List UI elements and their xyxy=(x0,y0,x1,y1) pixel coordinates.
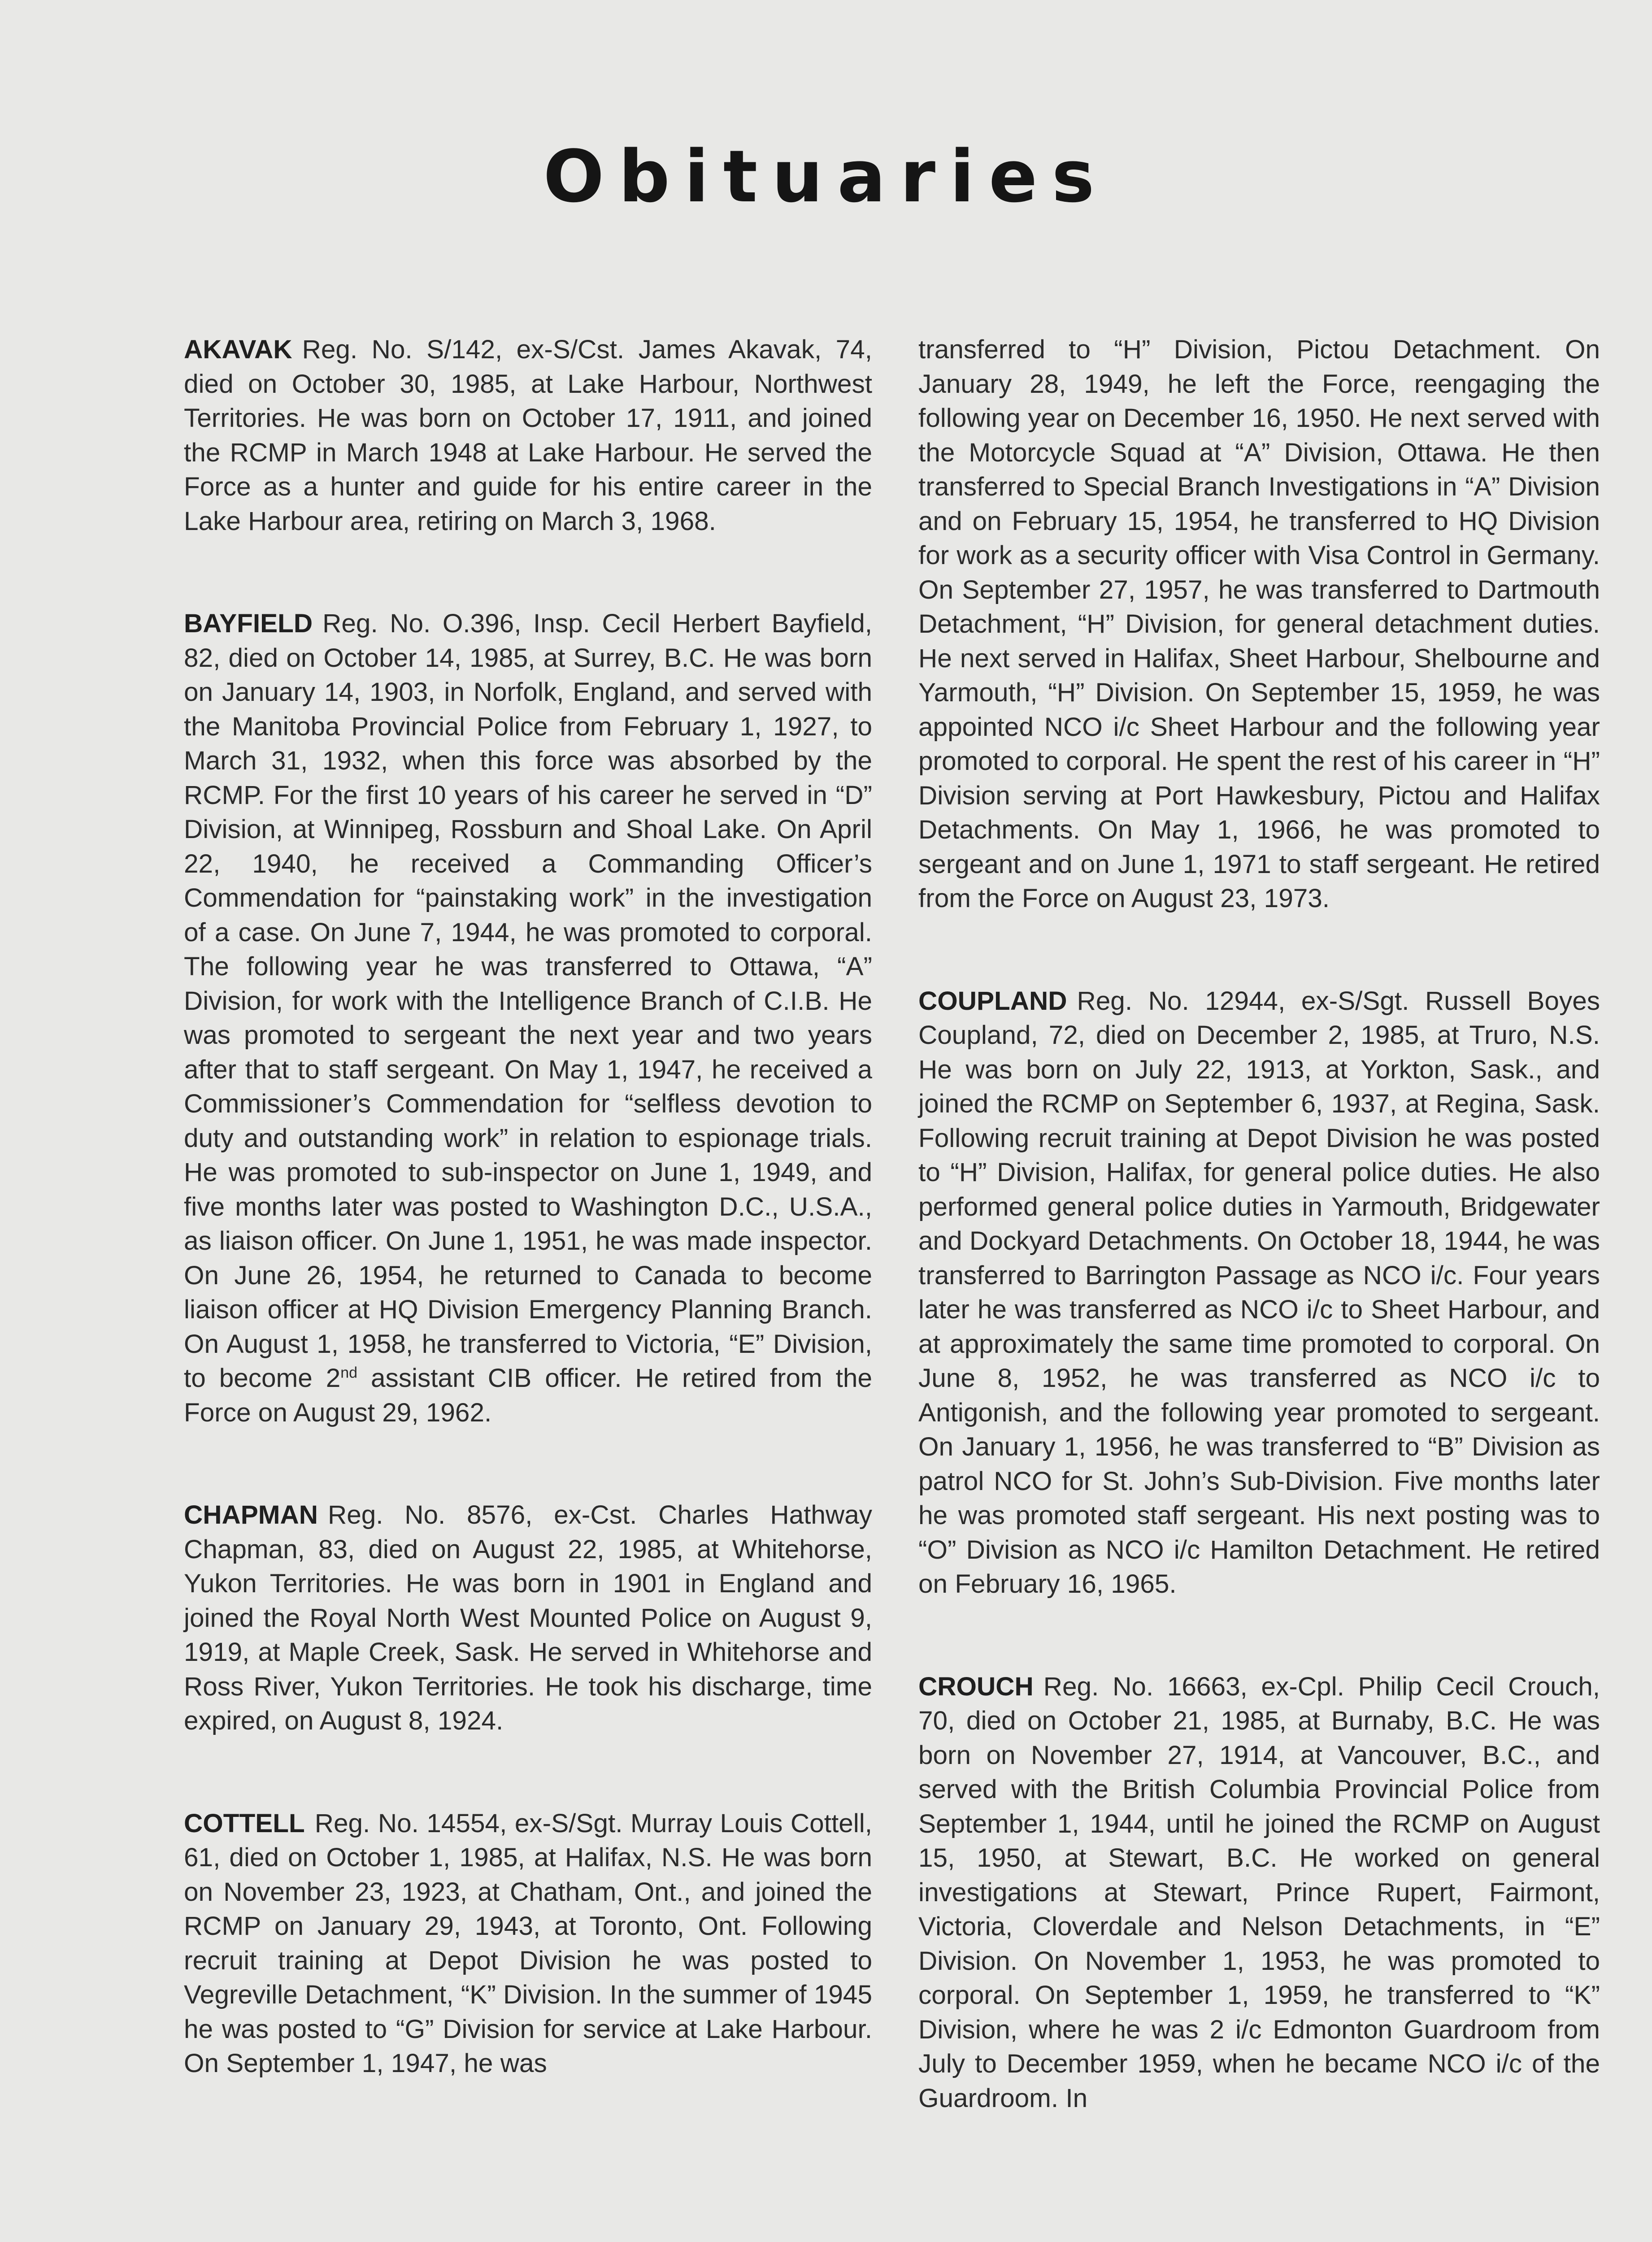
obituary-text: Reg. No. O.396, Insp. Cecil Herbert Bayfield, 82, died on October 14, 1985, at Surrey, B.C. He was born on January 14, 1903, in Norfolk, England, and served with the Manitoba Provincial Police from February 1, 1927, to March 31, 1932, when this force was absorbed by the RCMP. For the first 10 years of his career he served in “D” Division, at Winnipeg, Rossburn and Shoal Lake. On April 22, 1940, he received a Commanding Officer’s Commendation for “painstaking work” in the investigation of a case. On June 7, 1944, he was promoted to corporal. The following year he was transferred to Ottawa, “A” Division, for work with the Intelligence Branch of C.I.B. He was promoted to sergeant the next year and two years after that to staff sergeant. On May 1, 1947, he received a Commissioner’s Commendation for “selfless devotion to duty and outstanding work” in relation to espionage trials. He was promoted to sub-inspector on June 1, 1949, and five months later was posted to Washington D.C., U.S.A., as liaison officer. On June 1, 1951, he was made inspector. On June 26, 1954, he returned to Canada to become liaison officer at HQ Division Emergency Planning Branch. On August 1, 1958, he transferred to Victoria, “E” Division, to become 2 xyxy=(184,609,872,1393)
obituary-name: CHAPMAN xyxy=(184,1500,318,1529)
obituary-entry xyxy=(184,1807,872,2081)
obituary-continuation: transferred to “H” Division, Pictou Detachment. On January 28, 1949, he left the Force, reengaging the following year on December 16, 1950. He next served with the Motorcycle Squad at “A” Division, Ottawa. He then transferred to Special Branch Investigations in “A” Division and on February 15, 1954, he transferred to HQ Division for work as a security officer with Visa Control in Germany. On September 27, 1957, he was transferred to Dartmouth Detachment, “H” Division, for general detachment duties. He next served in Halifax, Sheet Harbour, Shelbourne and Yarmouth, “H” Division. On September 15, 1959, he was appointed NCO i/c Sheet Harbour and the following year promoted to corporal. He spent the rest of his career in “H” Division serving at Port Hawkesbury, Pictou and Halifax Detachments. On May 1, 1966, he was promoted to sergeant and on June 1, 1971 to staff sergeant. He retired from the Force on August 23, 1973. xyxy=(918,335,1600,913)
obituary-name: AKAVAK xyxy=(184,335,292,364)
ordinal-suffix: nd xyxy=(340,1364,358,1382)
page-title: Obituaries xyxy=(543,135,1109,218)
obituary-name: COTTELL xyxy=(184,1808,305,1838)
obituary-entry xyxy=(184,607,872,1430)
right-column xyxy=(918,333,1600,2184)
obituary-text: Reg. No. S/142, ex-S/Cst. James Akavak, 74, died on October 30, 1985, at Lake Harbour, Northwest Territories. He was born on October 17, 1911, and joined the RCMP in March 1948 at Lake Harbour. He served the Force as a hunter and guide for his entire career in the Lake Harbour area, retiring on March 3, 1968. xyxy=(184,335,872,536)
obituary-text: Reg. No. 14554, ex-S/Sgt. Murray Louis Cottell, 61, died on October 1, 1985, at Halifax, N.S. He was born on November 23, 1923, at Chatham, Ont., and joined the RCMP on January 29, 1943, at Toronto, Ont. Following recruit training at Depot Division he was posted to Vegreville Detachment, “K” Division. In the summer of 1945 he was posted to “G” Division for service at Lake Harbour. On September 1, 1947, he was xyxy=(184,1808,872,2078)
left-column xyxy=(184,333,872,2149)
obituary-entry xyxy=(184,1498,872,1738)
obituary-text: Reg. No. 8576, ex-Cst. Charles Hathway Chapman, 83, died on August 22, 1985, at Whitehorse, Yukon Territories. He was born in 1901 in England and joined the Royal North West Mounted Police on August 9, 1919, at Maple Creek, Sask. He served in Whitehorse and Ross River, Yukon Territories. He took his discharge, time expired, on August 8, 1924. xyxy=(184,1500,872,1735)
obituary-name: BAYFIELD xyxy=(184,609,313,638)
obituary-name: COUPLAND xyxy=(918,986,1067,1016)
obituary-name: CROUCH xyxy=(918,1672,1034,1701)
obituary-entry xyxy=(918,1670,1600,2116)
obituary-text: Reg. No. 16663, ex-Cpl. Philip Cecil Crouch, 70, died on October 21, 1985, at Burnaby, B.C. He was born on November 27, 1914, at Vancouver, B.C., and served with the British Columbia Provincial Police from September 1, 1944, until he joined the RCMP on August 15, 1950, at Stewart, B.C. He worked on general investigations at Stewart, Prince Rupert, Fairmont, Victoria, Cloverdale and Nelson Detachments, in “E” Division. On November 1, 1953, he was promoted to corporal. On September 1, 1959, he transferred to “K” Division, where he was 2 i/c Edmonton Guardroom from July to December 1959, when he became NCO i/c of the Guardroom. In xyxy=(918,1672,1600,2113)
obituary-entry xyxy=(918,984,1600,1602)
obituary-text: Reg. No. 12944, ex-S/Sgt. Russell Boyes Coupland, 72, died on December 2, 1985, at Truro, N.S. He was born on July 22, 1913, at Yorkton, Sask., and joined the RCMP on September 6, 1937, at Regina, Sask. Following recruit training at Depot Division he was posted to “H” Division, Halifax, for general police duties. He also performed general police duties in Yarmouth, Bridgewater and Dockyard Detachments. On October 18, 1944, he was transferred to Barrington Passage as NCO i/c. Four years later he was transferred as NCO i/c to Sheet Harbour, and at approximately the same time promoted to corporal. On June 8, 1952, he was transferred as NCO i/c to Antigonish, and the following year promoted to sergeant. On January 1, 1956, he was transferred to “B” Division as patrol NCO for St. John’s Sub-Division. Five months later he was promoted staff sergeant. His next posting was to “O” Division as NCO i/c Hamilton Detachment. He retired on February 16, 1965. xyxy=(918,986,1600,1599)
obituary-entry xyxy=(184,333,872,539)
obituary-text-end: assistant CIB officer. He retired from the Force on August 29, 1962. xyxy=(184,1364,873,1427)
